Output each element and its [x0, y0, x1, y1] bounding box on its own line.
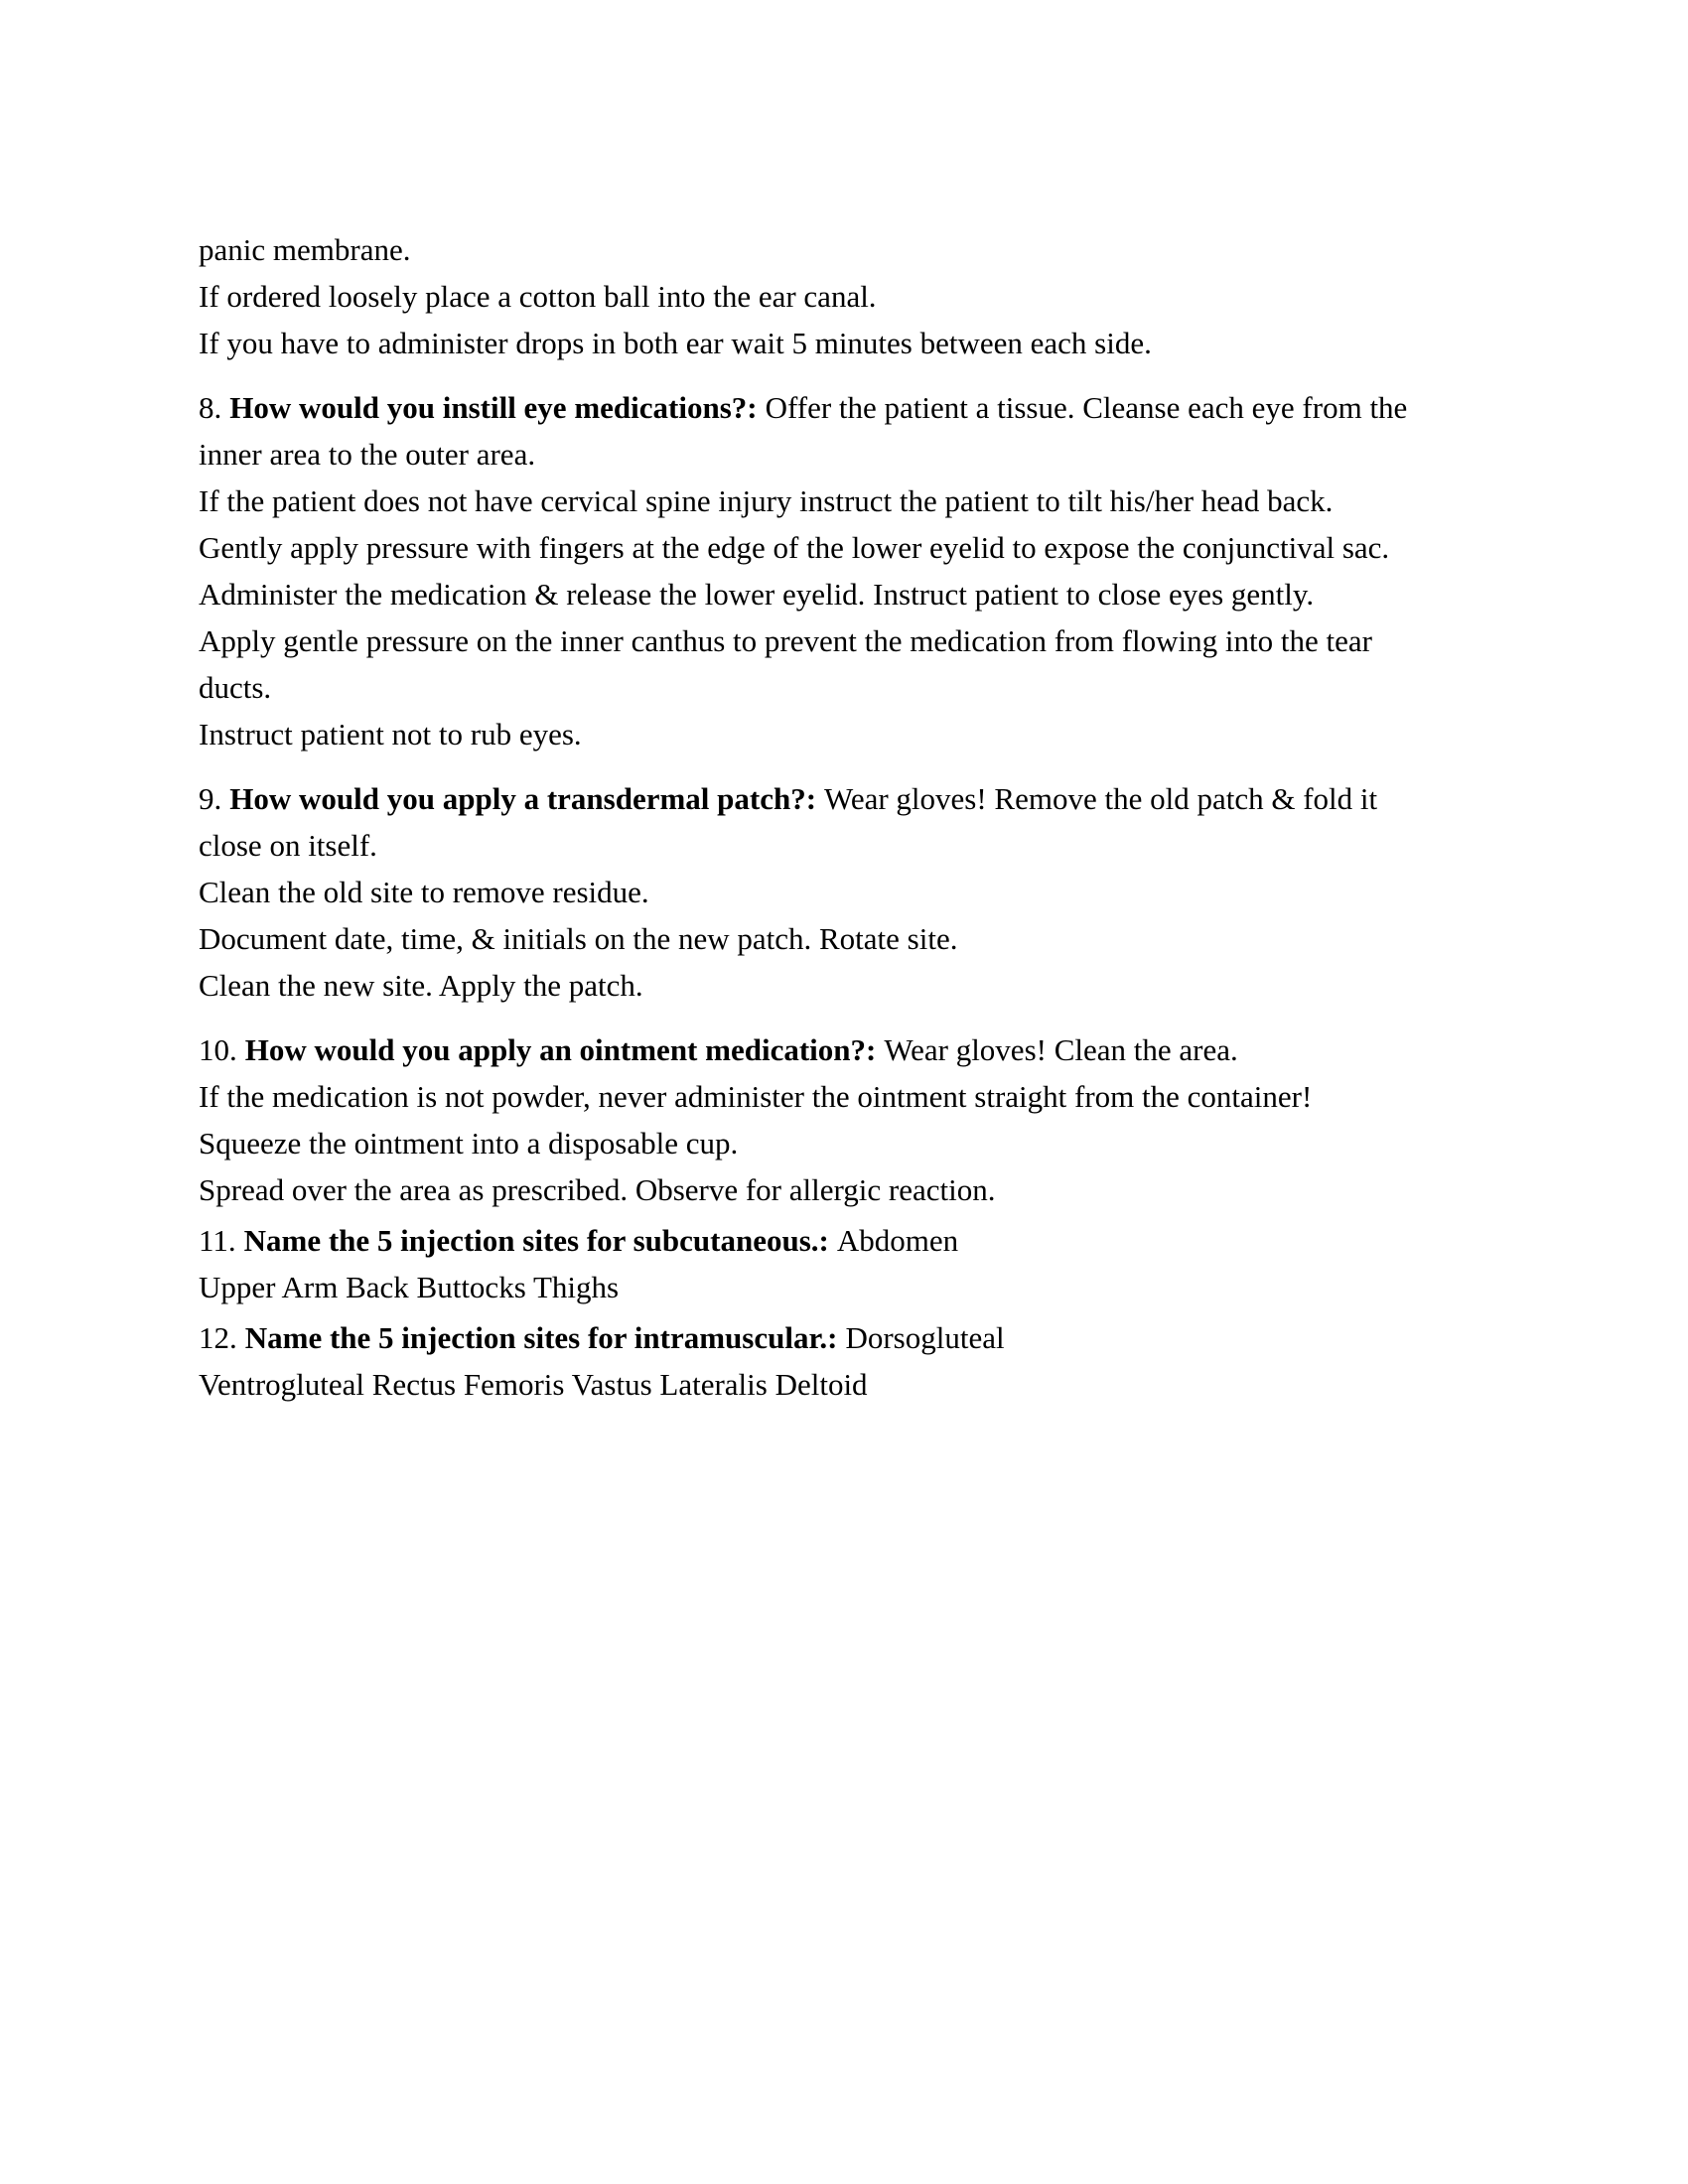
item-number: 12.: [199, 1320, 237, 1355]
qa-item-9: [199, 775, 1509, 1009]
answer-text: Dorsogluteal: [845, 1320, 1005, 1355]
qa-item-11: [199, 1217, 1509, 1310]
qa-item-12: [199, 1314, 1509, 1408]
qa-first-line: [199, 384, 1509, 431]
item-number: 8.: [199, 390, 222, 425]
item-number: 11.: [199, 1223, 236, 1258]
answer-line: Document date, time, & initials on the new patch. Rotate site.: [199, 921, 958, 956]
text-line: If ordered loosely place a cotton ball into the ear canal.: [199, 279, 877, 314]
answer-line: Ventrogluteal Rectus Femoris Vastus Lateralis Deltoid: [199, 1367, 868, 1402]
question-text: How would you apply an ointment medication?:: [244, 1032, 877, 1067]
answer-line: Clean the old site to remove residue.: [199, 875, 649, 909]
qa-first-line: [199, 1217, 1509, 1264]
item-number: 9.: [199, 781, 222, 816]
answer-line: Administer the medication & release the lower eyelid. Instruct patient to close eyes gently.: [199, 577, 1315, 612]
answer-line: Instruct patient not to rub eyes.: [199, 717, 582, 751]
qa-first-line: [199, 1026, 1509, 1073]
answer-text: Wear gloves! Clean the area.: [884, 1032, 1238, 1067]
question-text: How would you instill eye medications?:: [229, 390, 758, 425]
answer-line: Apply gentle pressure on the inner canthus to prevent the medication from flowing into the tear: [199, 623, 1372, 658]
answer-line: If the patient does not have cervical spine injury instruct the patient to tilt his/her head back.: [199, 483, 1334, 518]
answer-line: Spread over the area as prescribed. Observe for allergic reaction.: [199, 1172, 996, 1207]
document-page: [199, 226, 1509, 1408]
qa-item-8: [199, 384, 1509, 757]
text-line: If you have to administer drops in both ear wait 5 minutes between each side.: [199, 326, 1152, 360]
question-text: How would you apply a transdermal patch?:: [229, 781, 817, 816]
answer-line: close on itself.: [199, 828, 377, 863]
question-text: Name the 5 injection sites for intramuscular.:: [244, 1320, 838, 1355]
question-text: Name the 5 injection sites for subcutaneous.:: [243, 1223, 829, 1258]
answer-line: Upper Arm Back Buttocks Thighs: [199, 1270, 620, 1304]
answer-line: If the medication is not powder, never administer the ointment straight from the container!: [199, 1079, 1313, 1114]
answer-line: Clean the new site. Apply the patch.: [199, 968, 643, 1003]
text-line: panic membrane.: [199, 232, 411, 267]
answer-line: Squeeze the ointment into a disposable cup.: [199, 1126, 739, 1160]
qa-first-line: [199, 1314, 1509, 1361]
item-number: 10.: [199, 1032, 237, 1067]
answer-line: ducts.: [199, 670, 272, 705]
continuation-block: [199, 226, 1509, 366]
answer-line: Gently apply pressure with fingers at the edge of the lower eyelid to expose the conjunctival sac.: [199, 530, 1390, 565]
qa-first-line: [199, 775, 1509, 822]
qa-item-10: [199, 1026, 1509, 1213]
answer-text: Offer the patient a tissue. Cleanse each eye from the: [765, 390, 1408, 425]
answer-text: Abdomen: [836, 1223, 959, 1258]
answer-line: inner area to the outer area.: [199, 437, 536, 472]
answer-text: Wear gloves! Remove the old patch & fold it: [824, 781, 1378, 816]
